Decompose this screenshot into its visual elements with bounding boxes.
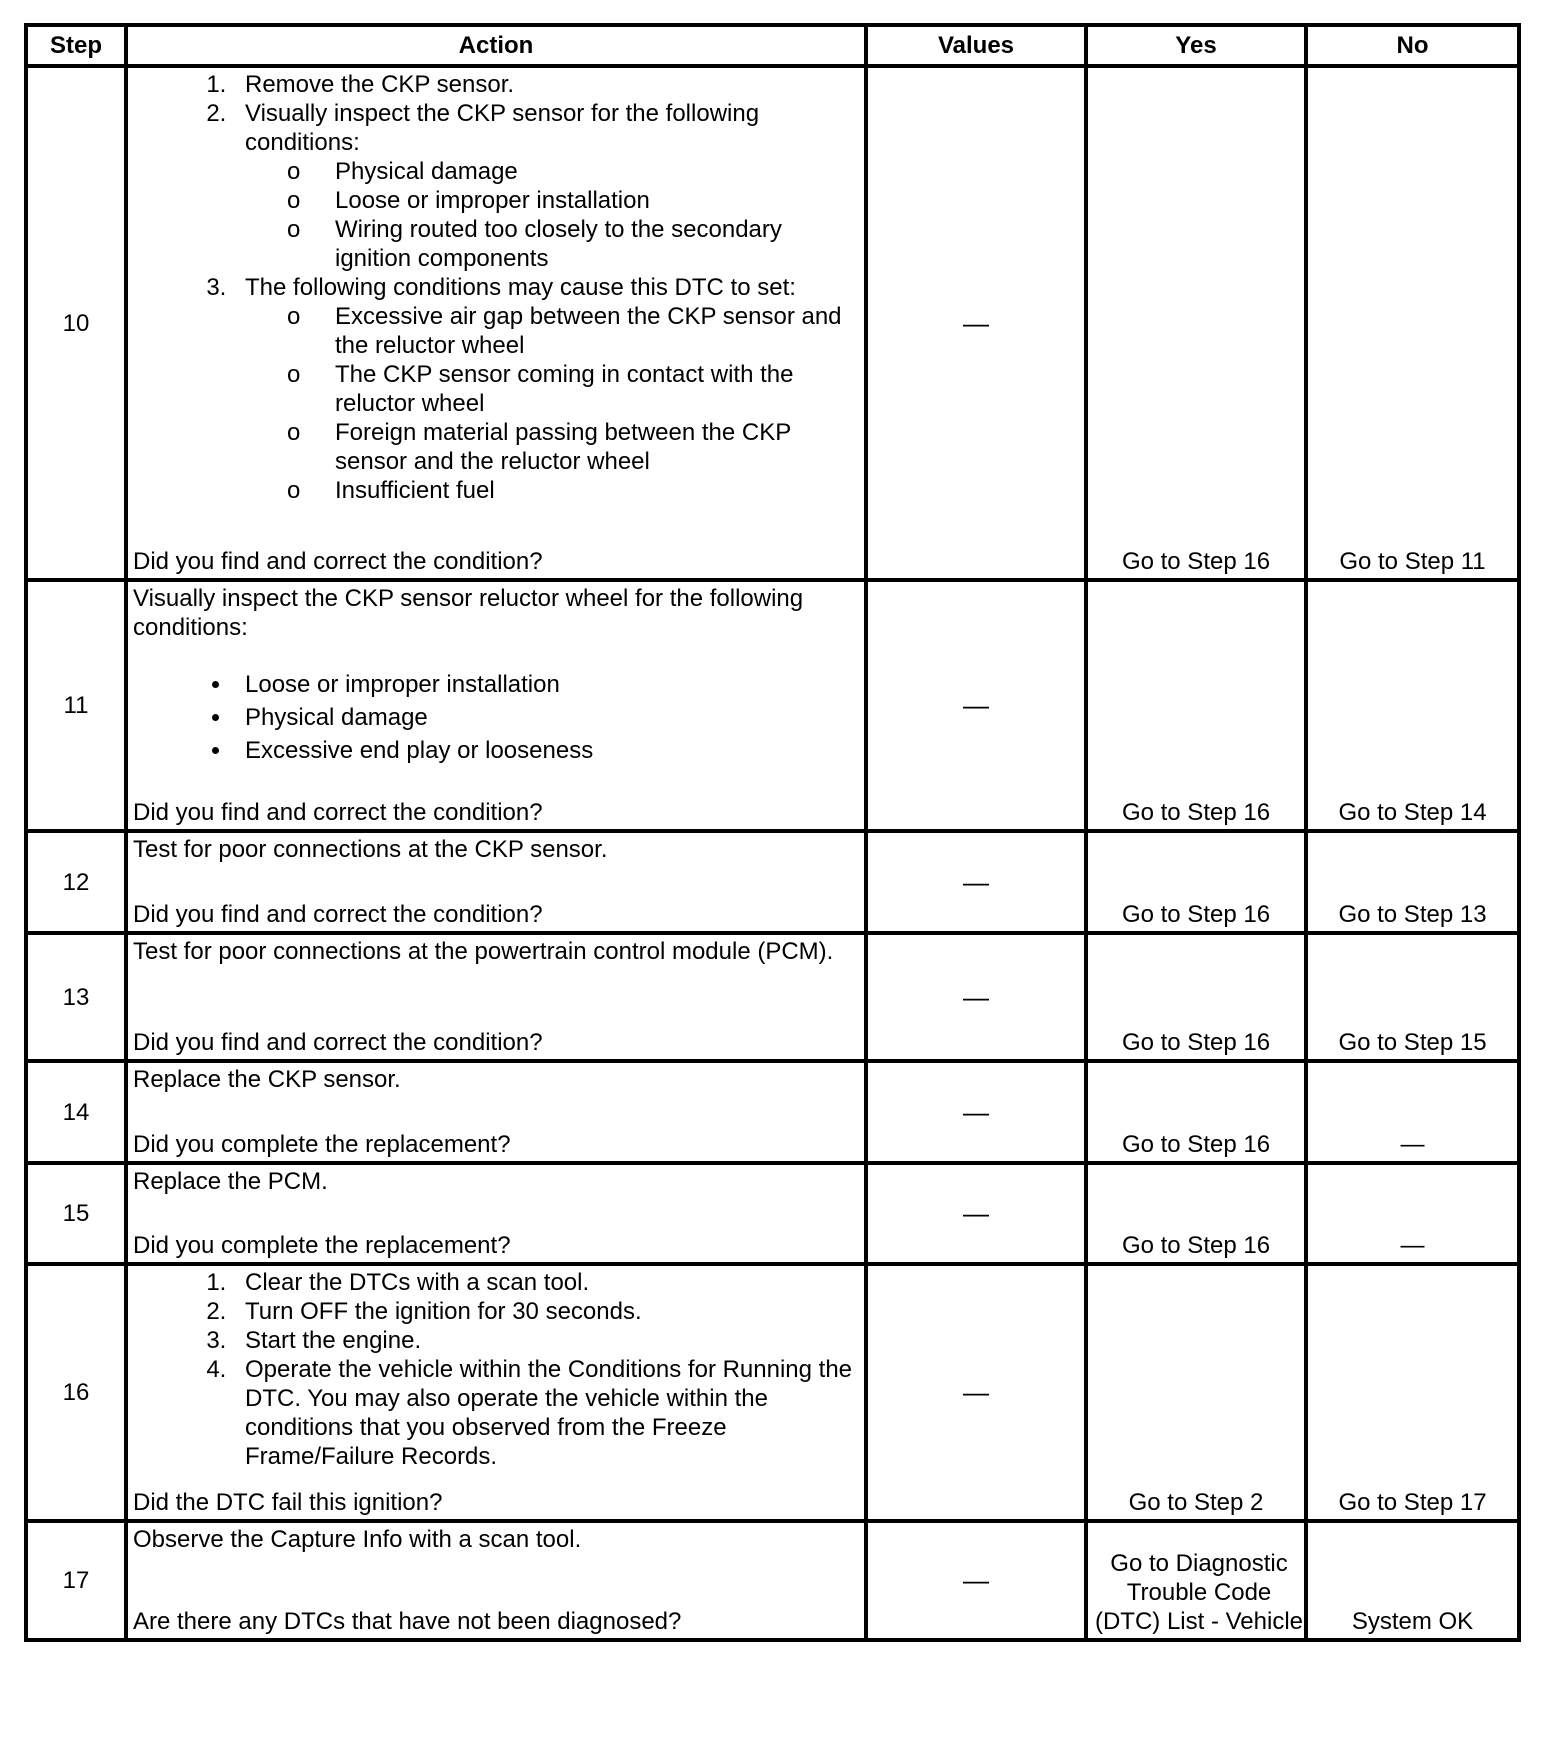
action-content [128,582,864,829]
action-text: Replace the CKP sensor. [133,1066,401,1093]
action-cell [126,1163,866,1264]
sub-list-item: o Insufficient fuel [335,476,860,505]
no-cell: Go to Step 14 [1306,580,1519,831]
action-instructions [133,1525,860,1554]
yes-cell: Go to Step 16 [1086,580,1306,831]
list-item [233,1297,860,1326]
action-cell [126,1521,866,1640]
header-values: Values [866,25,1086,66]
diagnostic-table [24,23,1521,1642]
no-cell: Go to Step 13 [1306,831,1519,933]
step-number: 15 [26,1163,126,1264]
action-question: Did the DTC fail this ignition? [133,1489,443,1516]
table-row [26,1163,1519,1264]
action-text: Test for poor connections at the powertrain control module (PCM). [133,938,834,965]
sub-list-item: o Wiring routed too closely to the secondary ignition components [335,215,860,273]
action-text: Observe the Capture Info with a scan tool. [133,1526,582,1553]
action-question: Did you find and correct the condition? [133,799,543,826]
bullet-item: • Excessive end play or looseness [233,734,860,767]
action-instructions [133,1167,860,1196]
action-instructions [133,937,860,966]
header-no: No [1306,25,1519,66]
list-item-text: Remove the CKP sensor. [245,71,515,98]
action-cell [126,66,866,580]
step-number: 16 [26,1264,126,1521]
no-cell: — [1306,1061,1519,1163]
step-number: 12 [26,831,126,933]
table-row [26,66,1519,580]
list-item-text: Start the engine. [245,1327,422,1354]
yes-cell: Go to Step 16 [1086,1163,1306,1264]
sub-list [245,302,860,505]
action-instructions [133,835,860,864]
table-row [26,1264,1519,1521]
list-item [233,273,860,505]
values-cell: — [866,580,1086,831]
header-action: Action [126,25,866,66]
list-item-text: Operate the vehicle within the Conditions for Running the DTC. You may also operate the vehicle within the conditions that you observed from the Freeze Frame/Failure Records. [245,1356,853,1470]
header-yes: Yes [1086,25,1306,66]
table-row [26,831,1519,933]
table-row [26,1061,1519,1163]
action-content [128,833,864,931]
list-item-text: Turn OFF the ignition for 30 seconds. [245,1298,642,1325]
action-cell [126,831,866,933]
yes-cell: Go to Step 16 [1086,66,1306,580]
values-cell: — [866,831,1086,933]
values-cell: — [866,933,1086,1061]
header-row [26,25,1519,66]
sub-list-item: o Foreign material passing between the CKP sensor and the reluctor wheel [335,418,860,476]
list-item [233,99,860,273]
no-cell: Go to Step 15 [1306,933,1519,1061]
action-instructions [133,584,860,767]
action-question: Did you complete the replacement? [133,1131,511,1158]
sub-list [245,157,860,273]
bullet-list [133,668,860,767]
numbered-list [133,70,860,505]
action-cell [126,580,866,831]
step-number: 17 [26,1521,126,1640]
action-instructions [133,70,860,505]
sub-list-item: o The CKP sensor coming in contact with the reluctor wheel [335,360,860,418]
action-question: Did you find and correct the condition? [133,1029,543,1056]
sub-list-item: o Loose or improper installation [335,186,860,215]
list-item [233,1268,860,1297]
action-cell [126,933,866,1061]
values-cell: — [866,1521,1086,1640]
action-content [128,68,864,578]
action-text: Replace the PCM. [133,1168,328,1195]
action-question: Did you find and correct the condition? [133,548,543,575]
table-row [26,580,1519,831]
no-cell: Go to Step 17 [1306,1264,1519,1521]
action-instructions [133,1268,860,1471]
header-step: Step [26,25,126,66]
yes-cell: Go to Diagnostic Trouble Code (DTC) List - Vehicle [1086,1521,1306,1640]
no-cell: System OK [1306,1521,1519,1640]
action-content [128,1523,864,1638]
sub-list-item: o Excessive air gap between the CKP sensor and the reluctor wheel [335,302,860,360]
action-text: Test for poor connections at the CKP sensor. [133,836,608,863]
values-cell: — [866,66,1086,580]
yes-cell: Go to Step 16 [1086,933,1306,1061]
values-cell: — [866,1264,1086,1521]
action-content [128,1266,864,1519]
numbered-list [133,1268,860,1471]
values-cell: — [866,1163,1086,1264]
step-number: 13 [26,933,126,1061]
table-row [26,933,1519,1061]
action-cell [126,1264,866,1521]
action-question: Are there any DTCs that have not been diagnosed? [133,1608,682,1635]
step-number: 14 [26,1061,126,1163]
action-content [128,1165,864,1262]
action-instructions [133,1065,860,1094]
yes-cell: Go to Step 16 [1086,831,1306,933]
bullet-item: • Loose or improper installation [233,668,860,701]
action-question: Did you find and correct the condition? [133,901,543,928]
list-item [233,1355,860,1471]
bullet-item: • Physical damage [233,701,860,734]
action-content [128,935,864,1059]
action-text: Visually inspect the CKP sensor reluctor wheel for the following conditions: [133,585,804,641]
no-cell: — [1306,1163,1519,1264]
list-item-text: Clear the DTCs with a scan tool. [245,1269,590,1296]
table-row [26,1521,1519,1640]
list-item [233,1326,860,1355]
yes-cell: Go to Step 2 [1086,1264,1306,1521]
list-item-text: Visually inspect the CKP sensor for the following conditions: [245,100,760,156]
yes-cell: Go to Step 16 [1086,1061,1306,1163]
list-item-text: The following conditions may cause this DTC to set: [245,274,796,301]
list-item [233,70,860,99]
action-content [128,1063,864,1161]
no-cell: Go to Step 11 [1306,66,1519,580]
step-number: 10 [26,66,126,580]
sub-list-item: o Physical damage [335,157,860,186]
action-cell [126,1061,866,1163]
values-cell: — [866,1061,1086,1163]
step-number: 11 [26,580,126,831]
action-question: Did you complete the replacement? [133,1232,511,1259]
